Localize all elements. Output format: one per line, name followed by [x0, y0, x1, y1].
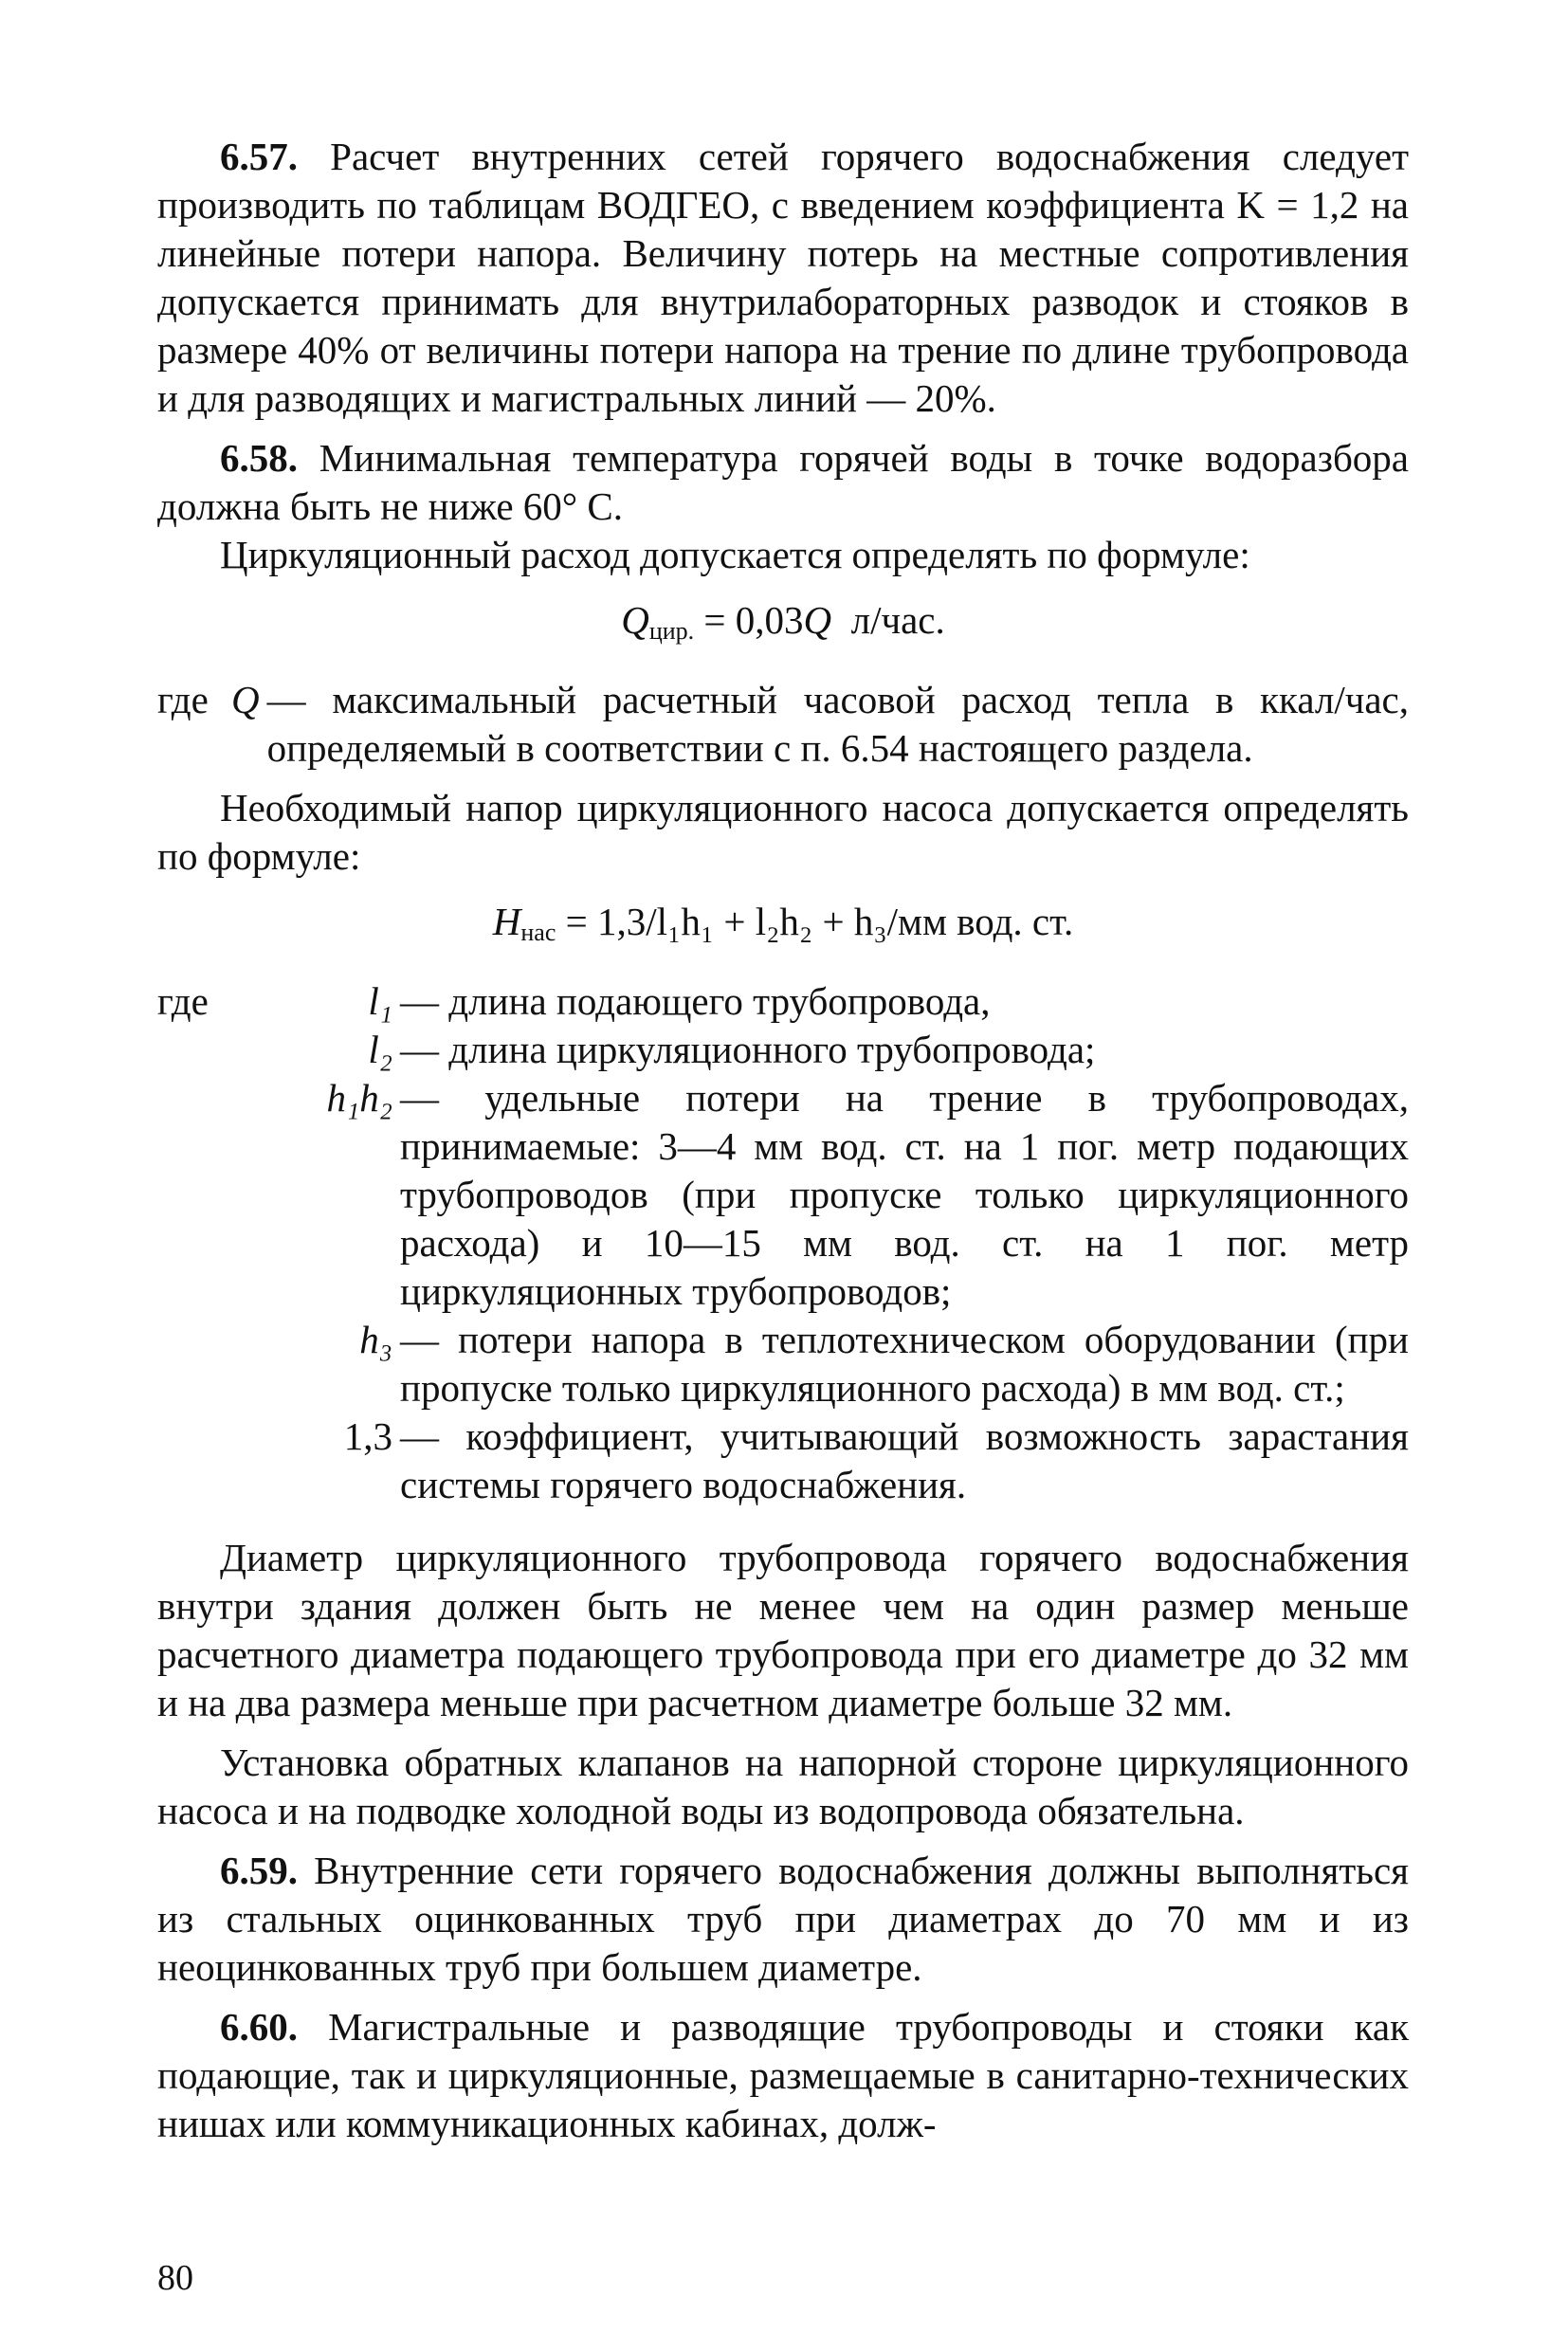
paragraph-6-57 [157, 133, 1409, 423]
page-body [157, 133, 1409, 2148]
legend-list [157, 977, 1409, 1509]
paragraph-check-valves: Установка обратных клапанов на напорной стороне циркуляционного насоса и на подводке холодной воды из водопровода обязательна. [157, 1740, 1409, 1832]
paragraph-6-58 [157, 434, 1409, 531]
formula-lhs-sub: цир. [648, 617, 695, 645]
formula2-lhs-sub: нас [520, 919, 556, 946]
paragraph-circulation-flow: Циркуляционный расход допускается определять по формуле: [220, 533, 1250, 576]
legend-text: — потери напора в теплотехническом оборудовании (при пропуске только циркуляционного расхода) в мм вод. ст.; [400, 1318, 1409, 1410]
formula-circulation-flow [157, 596, 1409, 655]
legend-text: — удельные потери на трение в трубопроводах, принимаемые: 3—4 мм вод. ст. на 1 пог. метр подающих трубопроводов (при пропуске только циркуляционного расхода) и 10—15 мм вод. ст. на 1 пог. метр циркуляционных трубопроводов; [400, 1076, 1409, 1313]
clause-text: Магистральные и разводящие трубопроводы и стояки как подающие, так и циркуляционные, размещаемые в санитарно-технических нишах или коммуникационных кабинах, долж- [157, 2005, 1410, 2145]
where-label: где [157, 678, 209, 721]
paragraph-6-59 [157, 1847, 1409, 1992]
clause-text: Расчет внутренних сетей горячего водоснабжения следует производить по таблицам ВОДГЕО, с введением коэффициента K = 1,2 на линейные потери напора. Величину потерь на местные сопротивления допускается принимать для внутрилабораторных разводок и стояков в размере 40% от величины потери напора на трение по длине трубопровода и для разводящих и магистральных линий — 20%. [157, 135, 1409, 420]
legend-symbol: h₁h₂ [326, 1076, 392, 1120]
clause-text: Внутренние сети горячего водоснабжения должны выполняться из стальных оцинкованных труб при диаметрах до 70 мм и из неоцинкованных труб при большем диаметре. [157, 1849, 1409, 1989]
formula2-rhs: = 1,3/l₁h₁ + l₂h₂ + h₃/мм вод. ст. [565, 900, 1074, 943]
paragraph-pump-head: Необходимый напор циркуляционного насоса допускается определять по формуле: [157, 786, 1409, 878]
formula-unit: л/час. [850, 598, 945, 642]
paragraph-circulation-diameter: Диаметр циркуляционного трубопровода горячего водоснабжения внутри здания должен быть не менее чем на один размер меньше расчетного диаметра подающего трубопровода при его диаметре до 32 мм и на два размера меньше при расчетном диаметре больше 32 мм. [157, 1536, 1409, 1724]
formula-rhs: = 0,03 [703, 598, 804, 642]
legend-text: — длина подающего трубопровода, [400, 979, 991, 1023]
where-symbol: Q [231, 678, 260, 721]
formula-explanation [157, 676, 1409, 773]
legend-symbol: l₂ [368, 1028, 392, 1071]
paragraph-6-60 [157, 2003, 1409, 2148]
formula-rhs-var: Q [803, 598, 832, 642]
page-number: 80 [157, 2258, 193, 2298]
formula-pump-head [157, 898, 1409, 957]
legend-symbol: 1,3 [343, 1414, 392, 1458]
legend-symbol: h₃ [359, 1318, 392, 1361]
clause-number: 6.58. [220, 436, 298, 480]
clause-text: Минимальная температура горячей воды в точке водоразбора должна быть не ниже 60° С. [157, 436, 1410, 528]
formula2-lhs: H [492, 900, 521, 943]
legend-text: — коэффициент, учитывающий возможность зарастания системы горячего водоснабжения. [400, 1414, 1409, 1506]
clause-number: 6.59. [220, 1849, 298, 1892]
legend-text: — длина циркуляционного трубопровода; [400, 1028, 1096, 1071]
formula-lhs: Q [621, 598, 649, 642]
legend-where-label: где [157, 979, 209, 1023]
clause-number: 6.60. [220, 2005, 298, 2049]
clause-number: 6.57. [220, 135, 298, 178]
legend-symbol: l₁ [368, 979, 392, 1023]
where-text: — максимальный расчетный часовой расход тепла в ккал/час, определяемый в соответствии с п. 6.54 настоящего раздела. [266, 678, 1409, 770]
